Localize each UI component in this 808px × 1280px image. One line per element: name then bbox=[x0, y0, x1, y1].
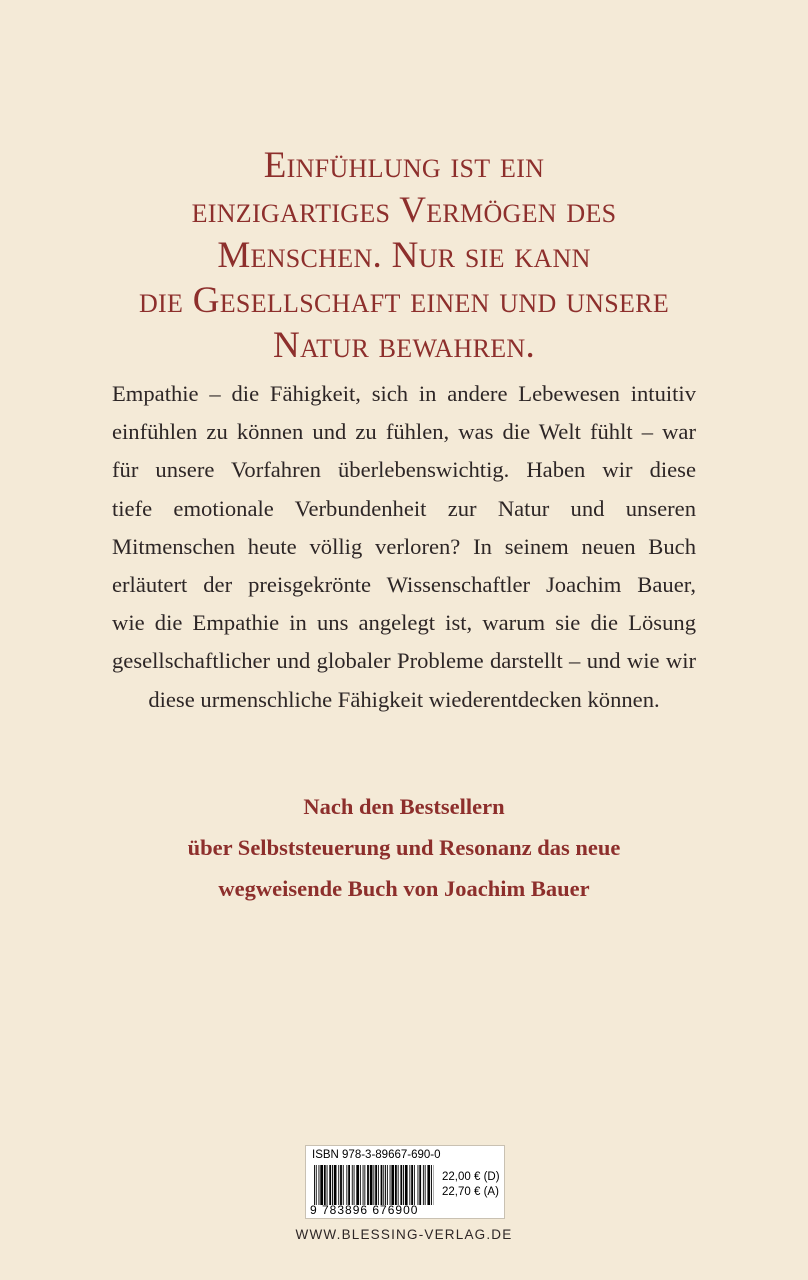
barcode-bar bbox=[364, 1165, 365, 1205]
barcode-bar bbox=[340, 1165, 342, 1205]
isbn-label: ISBN 978-3-89667-690-0 bbox=[312, 1149, 441, 1161]
barcode-bar bbox=[411, 1165, 413, 1205]
blurb-line: tiefe emotionale Verbundenheit zur Natur und unseren bbox=[112, 495, 696, 521]
barcode-bar bbox=[343, 1165, 344, 1205]
barcode-bar bbox=[319, 1165, 320, 1205]
headline-line: Natur bewahren. bbox=[272, 325, 536, 366]
tagline-line: über Selbststeuerung und Resonanz das neue bbox=[187, 835, 621, 860]
barcode-bar bbox=[375, 1165, 377, 1205]
headline-line: Einfühlung ist ein bbox=[263, 145, 545, 186]
barcode-bar bbox=[378, 1165, 379, 1205]
tagline bbox=[80, 786, 728, 909]
barcode-bar bbox=[352, 1165, 353, 1205]
barcode-bar bbox=[354, 1165, 355, 1205]
headline-line: einzigartiges Vermögen des bbox=[191, 190, 617, 231]
tagline-line: wegweisende Buch von Joachim Bauer bbox=[218, 876, 590, 901]
blurb-line: gesellschaftlicher und globaler Probleme darstellt – und wie wir bbox=[112, 648, 696, 674]
barcode-bar bbox=[316, 1165, 317, 1205]
barcode-bar bbox=[334, 1165, 337, 1205]
barcode-bar bbox=[425, 1165, 426, 1205]
barcode-bar bbox=[383, 1165, 384, 1205]
tagline-line: Nach den Bestsellern bbox=[303, 794, 505, 819]
barcode-bar bbox=[356, 1165, 359, 1205]
barcode-bar bbox=[405, 1165, 408, 1205]
blurb-text bbox=[112, 375, 696, 719]
barcode-bar bbox=[423, 1165, 424, 1205]
barcode-bar bbox=[418, 1165, 419, 1205]
barcode-bar bbox=[338, 1165, 339, 1205]
barcode-bar bbox=[403, 1165, 404, 1205]
blurb-line: einfühlen zu können und zu fühlen, was die Welt fühlt – war bbox=[112, 419, 696, 445]
blurb-line: erläutert der preisgekrönte Wissenschaftler Joachim Bauer, bbox=[112, 572, 696, 598]
blurb-line: Empathie – die Fähigkeit, sich in andere Lebewesen intuitiv bbox=[112, 381, 696, 406]
barcode-bar bbox=[346, 1165, 347, 1205]
publisher-website: WWW.BLESSING-VERLAG.DE bbox=[295, 1227, 513, 1242]
barcode-bar bbox=[329, 1165, 331, 1205]
blurb-line: diese urmenschliche Fähigkeit wiederentdecken können. bbox=[148, 686, 660, 712]
headline-line: Menschen. Nur sie kann bbox=[217, 235, 591, 276]
barcode-bar bbox=[314, 1165, 315, 1205]
barcode-bar bbox=[400, 1165, 402, 1205]
barcode-icon bbox=[314, 1165, 434, 1205]
barcode-box bbox=[305, 1145, 505, 1219]
price-austria: 22,70 € (A) bbox=[442, 1186, 499, 1198]
barcode-bar bbox=[390, 1165, 391, 1205]
barcode-bar bbox=[370, 1165, 373, 1205]
barcode-bar bbox=[324, 1165, 326, 1205]
barcode-bar bbox=[409, 1165, 410, 1205]
barcode-bar bbox=[367, 1165, 369, 1205]
headline bbox=[70, 143, 738, 368]
barcode-bar bbox=[320, 1165, 323, 1205]
barcode-bar bbox=[381, 1165, 383, 1205]
barcode-bar bbox=[419, 1165, 421, 1205]
barcode-bar bbox=[391, 1165, 394, 1205]
barcode-bar bbox=[385, 1165, 386, 1205]
barcode-bar bbox=[398, 1165, 399, 1205]
headline-line: die Gesellschaft einen und unsere bbox=[138, 280, 670, 321]
barcode-bar bbox=[332, 1165, 333, 1205]
barcode-bar bbox=[395, 1165, 397, 1205]
barcode-bar bbox=[373, 1165, 374, 1205]
barcode-bar bbox=[427, 1165, 430, 1205]
barcode-bar bbox=[360, 1165, 361, 1205]
blurb-line: für unsere Vorfahren überlebenswichtig. Haben wir diese bbox=[112, 457, 696, 483]
barcode-bar bbox=[348, 1165, 350, 1205]
blurb-line: Mitmenschen heute völlig verloren? In seinem neuen Buch bbox=[112, 533, 696, 559]
barcode-bar bbox=[363, 1165, 364, 1205]
price-germany: 22,00 € (D) bbox=[442, 1171, 500, 1183]
blurb-line: wie die Empathie in uns angelegt ist, warum sie die Lösung bbox=[112, 610, 696, 636]
barcode-bar bbox=[327, 1165, 328, 1205]
barcode-bar bbox=[414, 1165, 415, 1205]
barcode-bar bbox=[431, 1165, 432, 1205]
barcode-digits: 9 783896 676900 bbox=[310, 1203, 419, 1217]
barcode-bar bbox=[387, 1165, 388, 1205]
